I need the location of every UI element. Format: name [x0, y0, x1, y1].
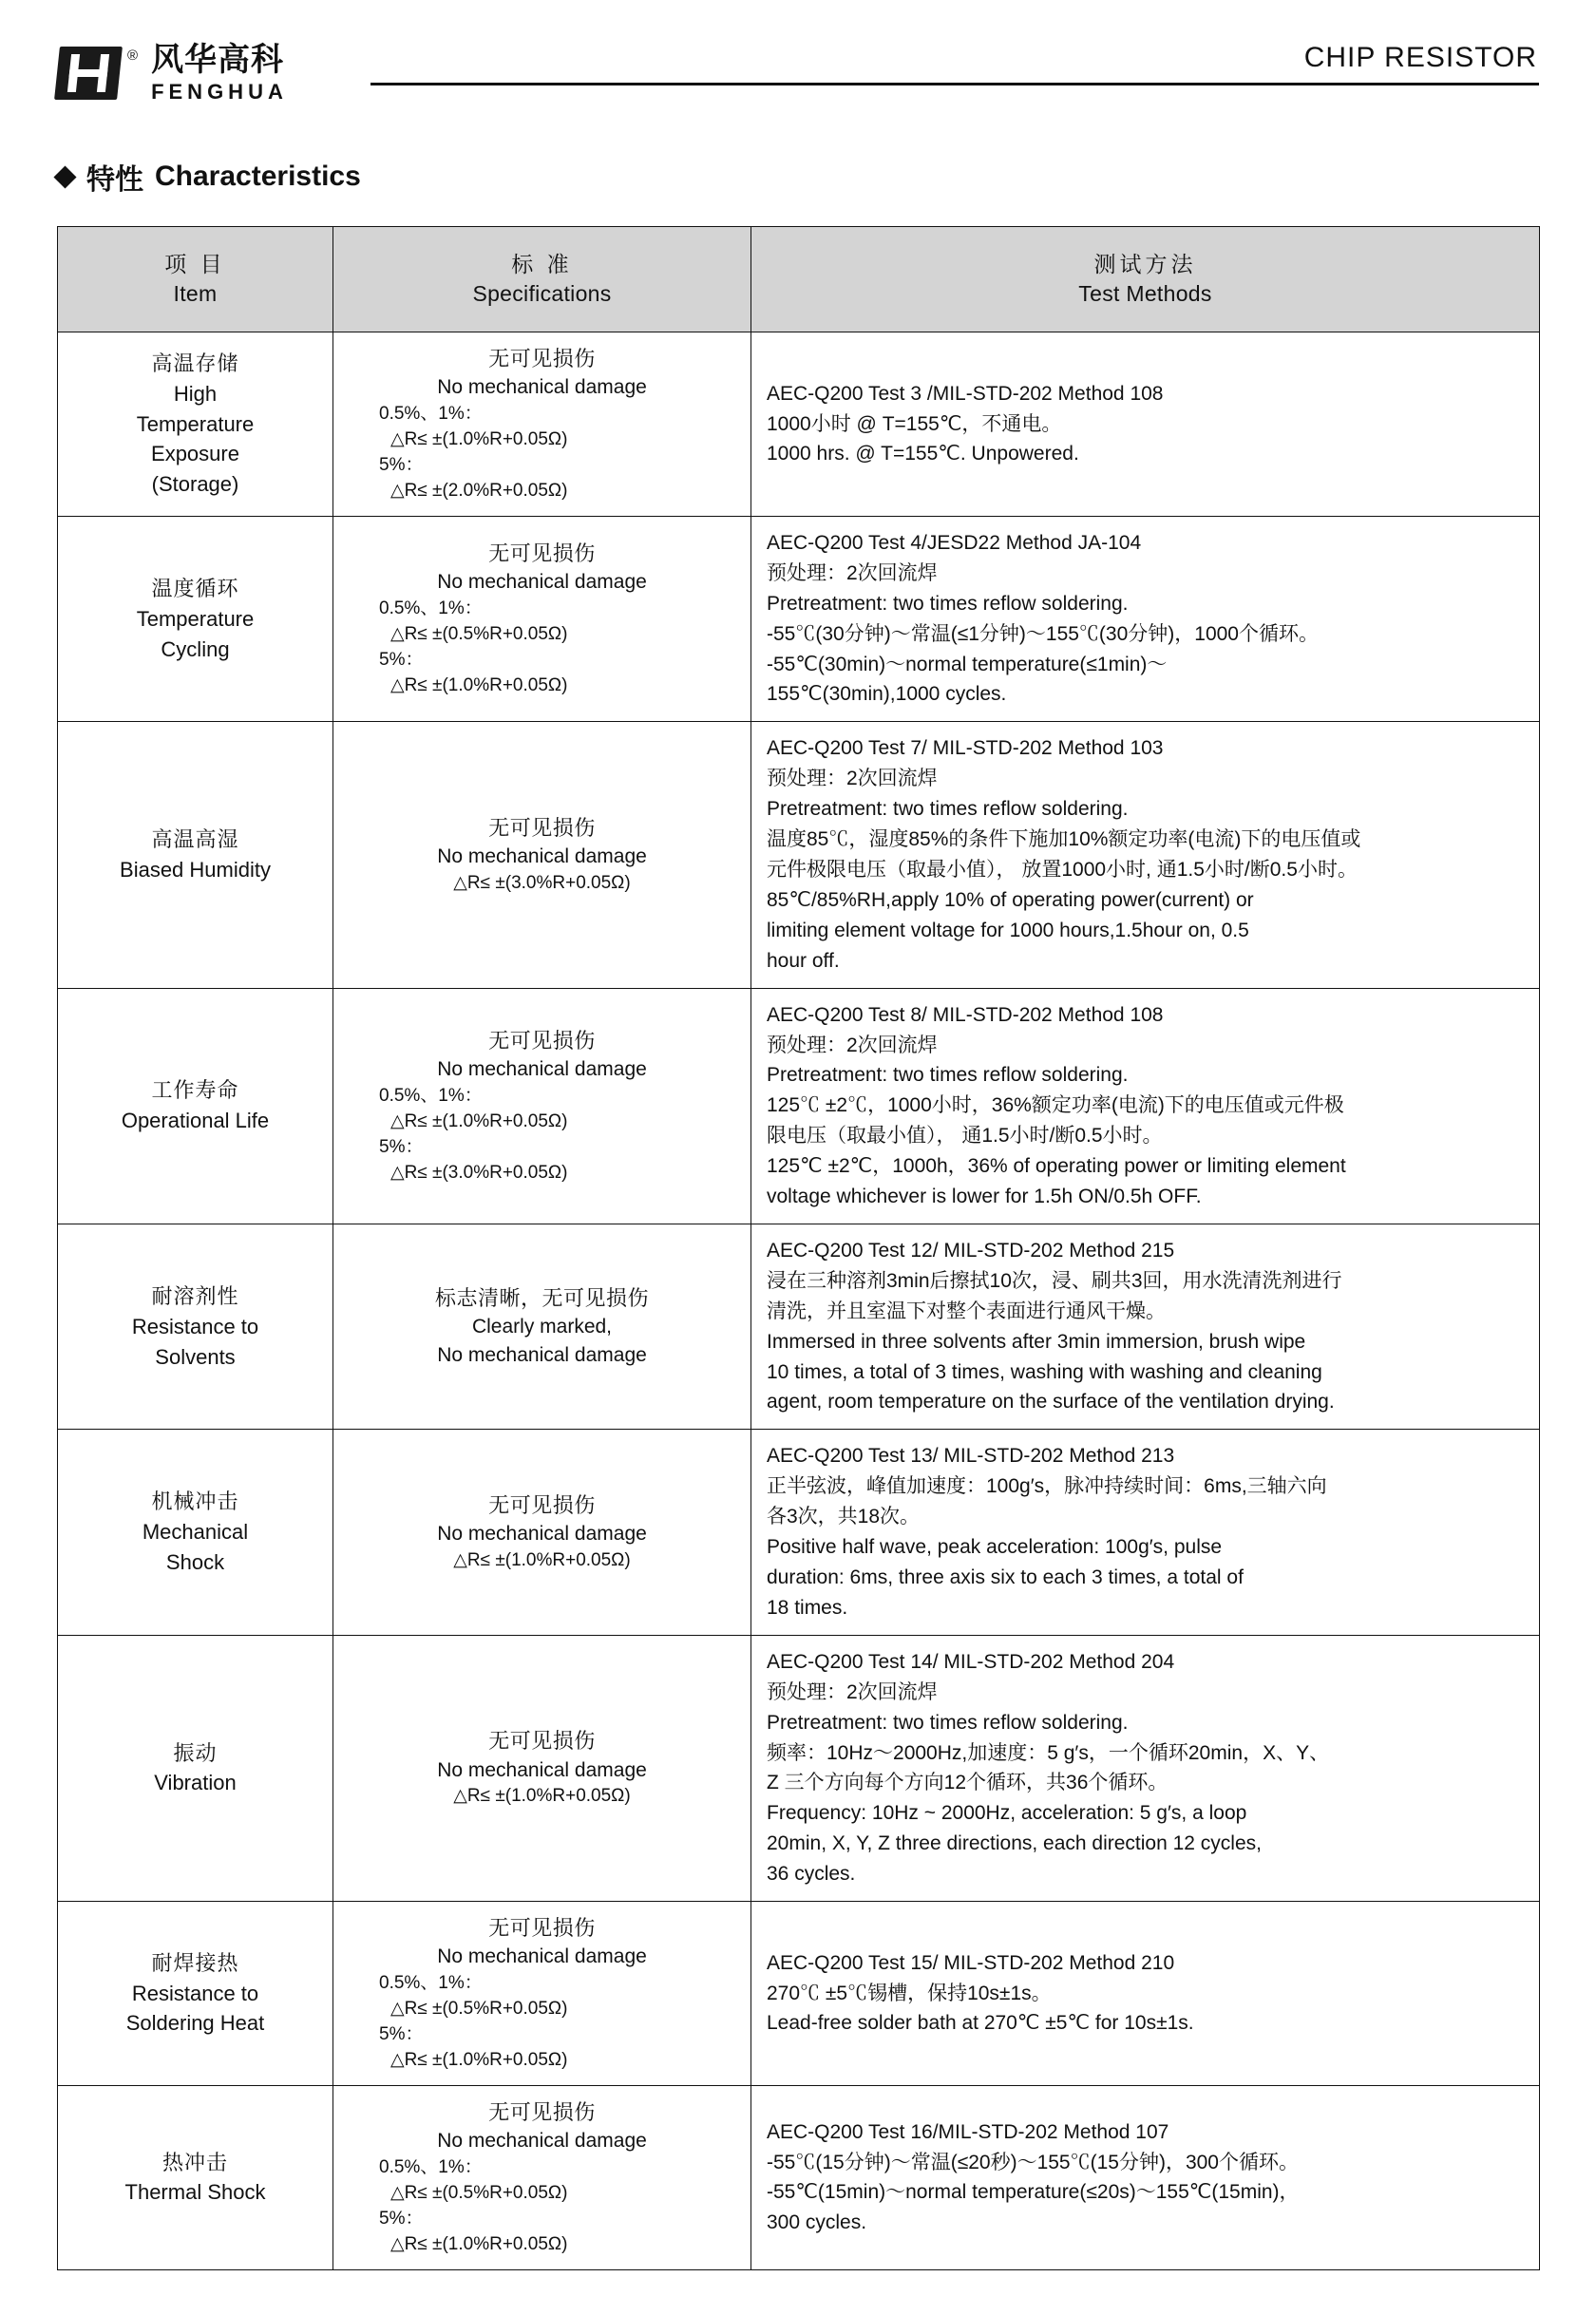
table-header: [58, 227, 1540, 332]
test-line: AEC-Q200 Test 13/ MIL-STD-202 Method 213: [767, 1445, 1175, 1468]
row-specification-cell: [333, 988, 751, 1224]
spec-line: No mechanical damage: [437, 376, 647, 399]
test-line: -55℃(15分钟)～常温(≤20秒)～155℃(15分钟)，300个循环。: [767, 2151, 1299, 2173]
row-specification-cell: [333, 1635, 751, 1901]
row-test-method-cell: [751, 332, 1540, 517]
page-header: [57, 25, 1539, 112]
row-item-cn: 温度循环: [151, 576, 239, 600]
test-line: AEC-Q200 Test 3 /MIL-STD-202 Method 108: [767, 382, 1164, 405]
test-line: 36 cycles.: [767, 1863, 856, 1886]
spec-line: 0.5%、1%：: [379, 1085, 483, 1106]
test-line: Pretreatment: two times reflow soldering.: [767, 798, 1129, 821]
test-line: -55℃(30min)～normal temperature(≤1min)～: [767, 653, 1168, 675]
test-line: hour off.: [767, 949, 840, 972]
row-item-en: Temperature: [136, 606, 255, 631]
row-item-en: (Storage): [151, 472, 239, 497]
row-item-en: Operational Life: [121, 1109, 270, 1133]
section-heading: [57, 156, 1539, 198]
test-line: AEC-Q200 Test 7/ MIL-STD-202 Method 103: [767, 737, 1164, 760]
row-item-cell: [58, 1635, 333, 1901]
test-line: 限电压（取最小值）， 通1.5小时/断0.5小时。: [767, 1125, 1163, 1148]
spec-line: 5%：: [379, 650, 424, 671]
row-item-cell: [58, 722, 333, 988]
row-item-cn: 高温高湿: [151, 827, 239, 852]
test-line: Pretreatment: two times reflow soldering.: [767, 1711, 1129, 1734]
spec-line: 无可见损伤: [488, 1729, 596, 1754]
test-line: 浸在三种溶剂3min后擦拭10次，浸、刷共3回，用水洗清洗剂进行: [767, 1269, 1342, 1292]
row-specification-cell: [333, 332, 751, 517]
spec-line: 0.5%、1%：: [379, 2157, 483, 2178]
test-line: 85℃/85%RH,apply 10% of operating power(current) or: [767, 888, 1254, 911]
test-line: 预处理：2次回流焊: [767, 1680, 938, 1703]
test-line: 270℃ ±5℃锡槽，保持10s±1s。: [767, 1982, 1052, 2004]
section-title-en: Characteristics: [155, 161, 361, 192]
row-item-en: Biased Humidity: [120, 857, 271, 882]
row-item-cell: [58, 516, 333, 721]
row-item-en: Vibration: [154, 1771, 237, 1795]
spec-line: 无可见损伤: [488, 1916, 596, 1941]
column-header-item-en: Item: [173, 281, 218, 306]
spec-line: △R≤ ±(1.0%R+0.05Ω): [453, 1550, 631, 1571]
diamond-bullet-icon: [53, 165, 76, 188]
row-item-en: Exposure: [151, 442, 239, 466]
row-specification-cell: [333, 516, 751, 721]
test-line: 正半弦波，峰值加速度：100g′s，脉冲持续时间：6ms,三轴六向: [767, 1475, 1327, 1498]
test-line: 元件极限电压（取最小值）， 放置1000小时, 通1.5小时/断0.5小时。: [767, 858, 1358, 881]
row-specification-cell: [333, 1430, 751, 1635]
test-line: Positive half wave, peak acceleration: 100g′s, pulse: [767, 1536, 1223, 1559]
spec-line: 5%：: [379, 1136, 424, 1157]
test-line: Lead-free solder bath at 270℃ ±5℃ for 10s±1s.: [767, 2012, 1194, 2035]
spec-line: 标志清晰，无可见损伤: [434, 1286, 649, 1311]
column-header-item: [58, 227, 333, 332]
spec-line: No mechanical damage: [437, 571, 647, 594]
test-line: 清洗，并且室温下对整个表面进行通风干燥。: [767, 1300, 1166, 1322]
row-item-en: Soldering Heat: [125, 2011, 265, 2036]
test-line: 频率：10Hz～2000Hz,加速度：5 g′s，一个循环20min，X、Y、: [767, 1741, 1330, 1764]
test-line: 10 times, a total of 3 times, washing with washing and cleaning: [767, 1360, 1322, 1383]
test-line: 20min, X, Y, Z three directions, each direction 12 cycles,: [767, 1832, 1262, 1855]
table-row: [58, 516, 1540, 721]
test-line: 预处理：2次回流焊: [767, 1034, 938, 1056]
spec-line: △R≤ ±(1.0%R+0.05Ω): [390, 675, 568, 696]
test-line: 1000小时 @ T=155℃，不通电。: [767, 412, 1062, 435]
spec-line: No mechanical damage: [437, 1945, 647, 1968]
test-line: AEC-Q200 Test 16/MIL-STD-202 Method 107: [767, 2120, 1169, 2143]
test-line: AEC-Q200 Test 14/ MIL-STD-202 Method 204: [767, 1650, 1175, 1673]
characteristics-table: [57, 226, 1540, 2270]
table-header-row: [58, 227, 1540, 332]
row-item-cell: [58, 988, 333, 1224]
table-row: [58, 2086, 1540, 2270]
spec-line: △R≤ ±(0.5%R+0.05Ω): [390, 1999, 568, 2020]
row-item-cn: 耐溶剂性: [151, 1283, 239, 1308]
test-line: 1000 hrs. @ T=155℃. Unpowered.: [767, 443, 1079, 465]
row-specification-cell: [333, 1902, 751, 2086]
row-item-cn: 机械冲击: [151, 1490, 239, 1514]
test-line: AEC-Q200 Test 12/ MIL-STD-202 Method 215: [767, 1239, 1175, 1262]
test-line: AEC-Q200 Test 8/ MIL-STD-202 Method 108: [767, 1003, 1164, 1026]
table-row: [58, 722, 1540, 988]
logo-company-en: FENGHUA: [151, 80, 288, 104]
test-line: 预处理：2次回流焊: [767, 768, 938, 790]
spec-line: Clearly marked,: [471, 1316, 613, 1338]
column-header-specifications: [333, 227, 751, 332]
row-item-en: Resistance to: [131, 1981, 259, 2005]
spec-line: 5%：: [379, 2024, 424, 2045]
row-item-cell: [58, 332, 333, 517]
spec-line: 无可见损伤: [488, 347, 596, 370]
row-test-method-cell: [751, 516, 1540, 721]
table-row: [58, 1635, 1540, 1901]
table-row: [58, 1224, 1540, 1429]
row-test-method-cell: [751, 1430, 1540, 1635]
test-line: 125℃ ±2℃，1000h，36% of operating power or limiting element: [767, 1155, 1346, 1178]
test-line: duration: 6ms, three axis six to each 3 times, a total of: [767, 1566, 1244, 1589]
spec-line: △R≤ ±(1.0%R+0.05Ω): [390, 2233, 568, 2254]
page-title: CHIP RESISTOR: [1303, 42, 1537, 73]
column-header-test-methods: [751, 227, 1540, 332]
row-item-cell: [58, 1902, 333, 2086]
row-item-en: Mechanical: [142, 1520, 249, 1545]
row-test-method-cell: [751, 988, 1540, 1224]
test-line: Pretreatment: two times reflow soldering.: [767, 1064, 1129, 1087]
row-item-cn: 工作寿命: [151, 1078, 239, 1103]
spec-line: No mechanical damage: [437, 1758, 647, 1781]
test-line: Immersed in three solvents after 3min immersion, brush wipe: [767, 1330, 1306, 1353]
row-item-cn: 热冲击: [162, 2150, 228, 2174]
test-line: limiting element voltage for 1000 hours,1.5hour on, 0.5: [767, 919, 1249, 941]
test-line: AEC-Q200 Test 4/JESD22 Method JA-104: [767, 531, 1142, 554]
spec-line: 无可见损伤: [488, 1028, 596, 1053]
company-logo: [57, 44, 288, 112]
test-line: 155℃(30min),1000 cycles.: [767, 683, 1007, 706]
test-line: -55℃(15min)～normal temperature(≤20s)～155℃(15min)，: [767, 2181, 1300, 2204]
column-header-test-methods-cn: 测试方法: [1093, 251, 1197, 276]
spec-line: 无可见损伤: [488, 815, 596, 840]
logo-company-cn: 风华高科: [151, 42, 285, 78]
row-specification-cell: [333, 2086, 751, 2270]
spec-line: △R≤ ±(3.0%R+0.05Ω): [390, 1162, 568, 1183]
header-divider: [370, 83, 1539, 85]
spec-line: △R≤ ±(1.0%R+0.05Ω): [390, 429, 568, 450]
spec-line: △R≤ ±(3.0%R+0.05Ω): [453, 873, 631, 894]
registered-mark: ®: [127, 47, 139, 64]
row-test-method-cell: [751, 1224, 1540, 1429]
logo-text: [151, 44, 288, 103]
spec-line: 0.5%、1%：: [379, 1973, 483, 1994]
spec-line: △R≤ ±(1.0%R+0.05Ω): [390, 2050, 568, 2071]
spec-line: 无可见损伤: [488, 1493, 596, 1518]
fenghua-logo-icon: [54, 47, 123, 100]
row-item-en: Resistance to: [131, 1314, 259, 1338]
row-item-cn: 耐焊接热: [151, 1950, 239, 1975]
row-test-method-cell: [751, 1902, 1540, 2086]
spec-line: No mechanical damage: [437, 1058, 647, 1081]
row-item-cn: 振动: [173, 1740, 218, 1765]
row-item-cell: [58, 2086, 333, 2270]
spec-line: 无可见损伤: [488, 541, 596, 566]
row-specification-cell: [333, 722, 751, 988]
test-line: Pretreatment: two times reflow soldering.: [767, 592, 1129, 615]
test-line: Z 三个方向每个方向12个循环，共36个循环。: [767, 1772, 1168, 1794]
spec-line: △R≤ ±(0.5%R+0.05Ω): [390, 2183, 568, 2204]
row-item-en: Cycling: [161, 636, 230, 661]
row-item-cell: [58, 1430, 333, 1635]
column-header-specifications-cn: 标 准: [511, 251, 573, 276]
section-title-cn: 特性: [86, 164, 143, 196]
spec-line: 0.5%、1%：: [379, 598, 483, 619]
spec-line: 5%：: [379, 454, 424, 475]
test-line: agent, room temperature on the surface of the ventilation drying.: [767, 1391, 1335, 1414]
row-item-en: Shock: [165, 1550, 225, 1575]
test-line: voltage whichever is lower for 1.5h ON/0.5h OFF.: [767, 1186, 1202, 1208]
spec-line: 无可见损伤: [488, 2100, 596, 2124]
spec-line: △R≤ ±(2.0%R+0.05Ω): [390, 480, 568, 501]
spec-line: No mechanical damage: [437, 845, 647, 868]
row-item-cn: 高温存储: [151, 351, 239, 375]
row-item-en: Solvents: [155, 1344, 236, 1369]
spec-line: △R≤ ±(1.0%R+0.05Ω): [390, 1110, 568, 1131]
test-line: 125℃ ±2℃，1000小时，36%额定功率(电流)下的电压值或元件极: [767, 1094, 1344, 1117]
test-line: AEC-Q200 Test 15/ MIL-STD-202 Method 210: [767, 1951, 1175, 1974]
test-line: Frequency: 10Hz ~ 2000Hz, acceleration: 5 g′s, a loop: [767, 1802, 1247, 1825]
row-item-en: High: [173, 381, 218, 406]
row-test-method-cell: [751, 2086, 1540, 2270]
spec-line: 5%：: [379, 2208, 424, 2229]
spec-line: No mechanical damage: [437, 1523, 647, 1546]
column-header-specifications-en: Specifications: [472, 281, 612, 306]
table-row: [58, 1430, 1540, 1635]
test-line: -55℃(30分钟)～常温(≤1分钟)～155℃(30分钟)，1000个循环。: [767, 622, 1319, 645]
table-row: [58, 1902, 1540, 2086]
row-item-cell: [58, 1224, 333, 1429]
spec-line: △R≤ ±(0.5%R+0.05Ω): [390, 624, 568, 645]
test-line: 各3次，共18次。: [767, 1506, 921, 1528]
column-header-test-methods-en: Test Methods: [1078, 281, 1212, 306]
column-header-item-cn: 项 目: [164, 251, 226, 276]
row-item-en: Thermal Shock: [124, 2180, 266, 2205]
spec-line: No mechanical damage: [437, 2130, 647, 2153]
table-body: [58, 332, 1540, 2270]
row-specification-cell: [333, 1224, 751, 1429]
spec-line: △R≤ ±(1.0%R+0.05Ω): [453, 1786, 631, 1807]
spec-line: 0.5%、1%：: [379, 404, 483, 425]
row-item-en: Temperature: [136, 411, 255, 436]
test-line: 温度85℃，湿度85%的条件下施加10%额定功率(电流)下的电压值或: [767, 828, 1361, 851]
row-test-method-cell: [751, 722, 1540, 988]
test-line: 18 times.: [767, 1596, 848, 1619]
table-row: [58, 988, 1540, 1224]
test-line: 预处理：2次回流焊: [767, 561, 938, 584]
test-line: 300 cycles.: [767, 2211, 867, 2234]
table-row: [58, 332, 1540, 517]
spec-line: No mechanical damage: [437, 1344, 647, 1367]
row-test-method-cell: [751, 1635, 1540, 1901]
